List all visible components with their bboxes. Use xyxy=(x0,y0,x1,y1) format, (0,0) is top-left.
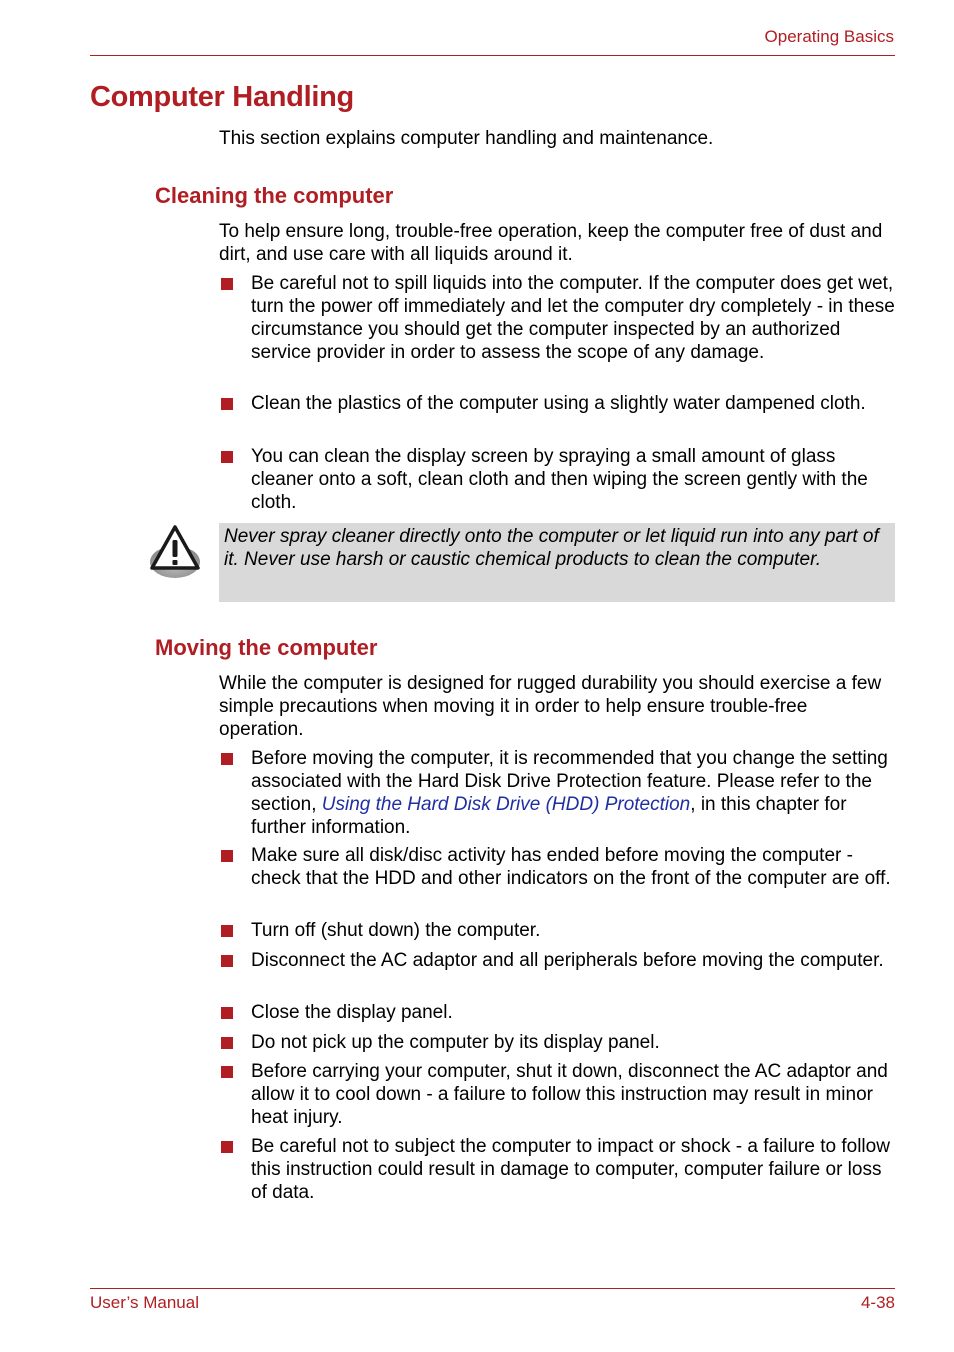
page-title: Computer Handling xyxy=(90,81,354,113)
footer-rule xyxy=(90,1288,895,1289)
list-item-text-start: Before moving the computer, it is recommended that you change the setting associated with the Hard Disk Drive Protection feature. Please refer to the section, xyxy=(251,748,888,815)
list-item-text: Be careful not to subject the computer to impact or shock - a failure to follow this instruction could result in damage to computer, computer failure or loss of data. xyxy=(251,1136,890,1203)
list-item-text xyxy=(251,747,895,839)
running-header: Operating Basics xyxy=(764,27,894,46)
list-item-text: Close the display panel. xyxy=(251,1002,453,1023)
page-number: 4-38 xyxy=(860,1293,895,1312)
header-rule xyxy=(90,55,895,56)
list-item-text: Do not pick up the computer by its display panel. xyxy=(251,1032,660,1053)
hdd-protection-link[interactable]: Using the Hard Disk Drive (HDD) Protection xyxy=(321,794,691,815)
moving-paragraph: While the computer is designed for rugged durability you should exercise a few simple precautions when moving it in order to help ensure trouble-free operation. xyxy=(219,673,882,740)
intro-paragraph: This section explains computer handling and maintenance. xyxy=(219,128,714,149)
bullet-square-icon xyxy=(221,451,233,463)
list-item-text: You can clean the display screen by spraying a small amount of glass cleaner onto a soft, clean cloth and then wiping the screen gently with the cloth. xyxy=(251,446,868,513)
bullet-square-icon xyxy=(221,1141,233,1153)
cleaning-paragraph: To help ensure long, trouble-free operation, keep the computer free of dust and dirt, and use care with all liquids around it. xyxy=(219,221,883,265)
list-item-text: Be careful not to spill liquids into the computer. If the computer does get wet, turn the power off immediately and let the computer dry completely - in these circumstance you should get the computer inspected by an authorized service provider in order to assess the scope of any damage. xyxy=(251,273,895,363)
list-item-text: Clean the plastics of the computer using a slightly water dampened cloth. xyxy=(251,393,866,414)
bullet-square-icon xyxy=(221,925,233,937)
caution-icon xyxy=(148,524,202,580)
bullet-square-icon xyxy=(221,1037,233,1049)
bullet-square-icon xyxy=(221,278,233,290)
moving-heading: Moving the computer xyxy=(155,635,378,660)
list-item-text: Before carrying your computer, shut it down, disconnect the AC adaptor and allow it to cool down - a failure to follow this instruction may result in minor heat injury. xyxy=(251,1061,888,1128)
bullet-square-icon xyxy=(221,753,233,765)
bullet-square-icon xyxy=(221,1066,233,1078)
caution-text: Never spray cleaner directly onto the computer or let liquid run into any part of it. Never use harsh or caustic chemical products to clean the computer. xyxy=(224,526,879,570)
list-item-text-end: , in this chapter for further information. xyxy=(251,794,847,838)
list-item-text: Turn off (shut down) the computer. xyxy=(251,920,541,941)
bullet-square-icon xyxy=(221,398,233,410)
list-item-text: Disconnect the AC adaptor and all peripherals before moving the computer. xyxy=(251,950,884,971)
cleaning-heading: Cleaning the computer xyxy=(155,183,394,208)
footer-manual-title: User’s Manual xyxy=(90,1293,199,1312)
list-item-text: Make sure all disk/disc activity has ended before moving the computer - check that the HDD and other indicators on the front of the computer are off. xyxy=(251,845,891,889)
caution-box xyxy=(219,523,895,602)
bullet-square-icon xyxy=(221,955,233,967)
bullet-square-icon xyxy=(221,850,233,862)
bullet-square-icon xyxy=(221,1007,233,1019)
